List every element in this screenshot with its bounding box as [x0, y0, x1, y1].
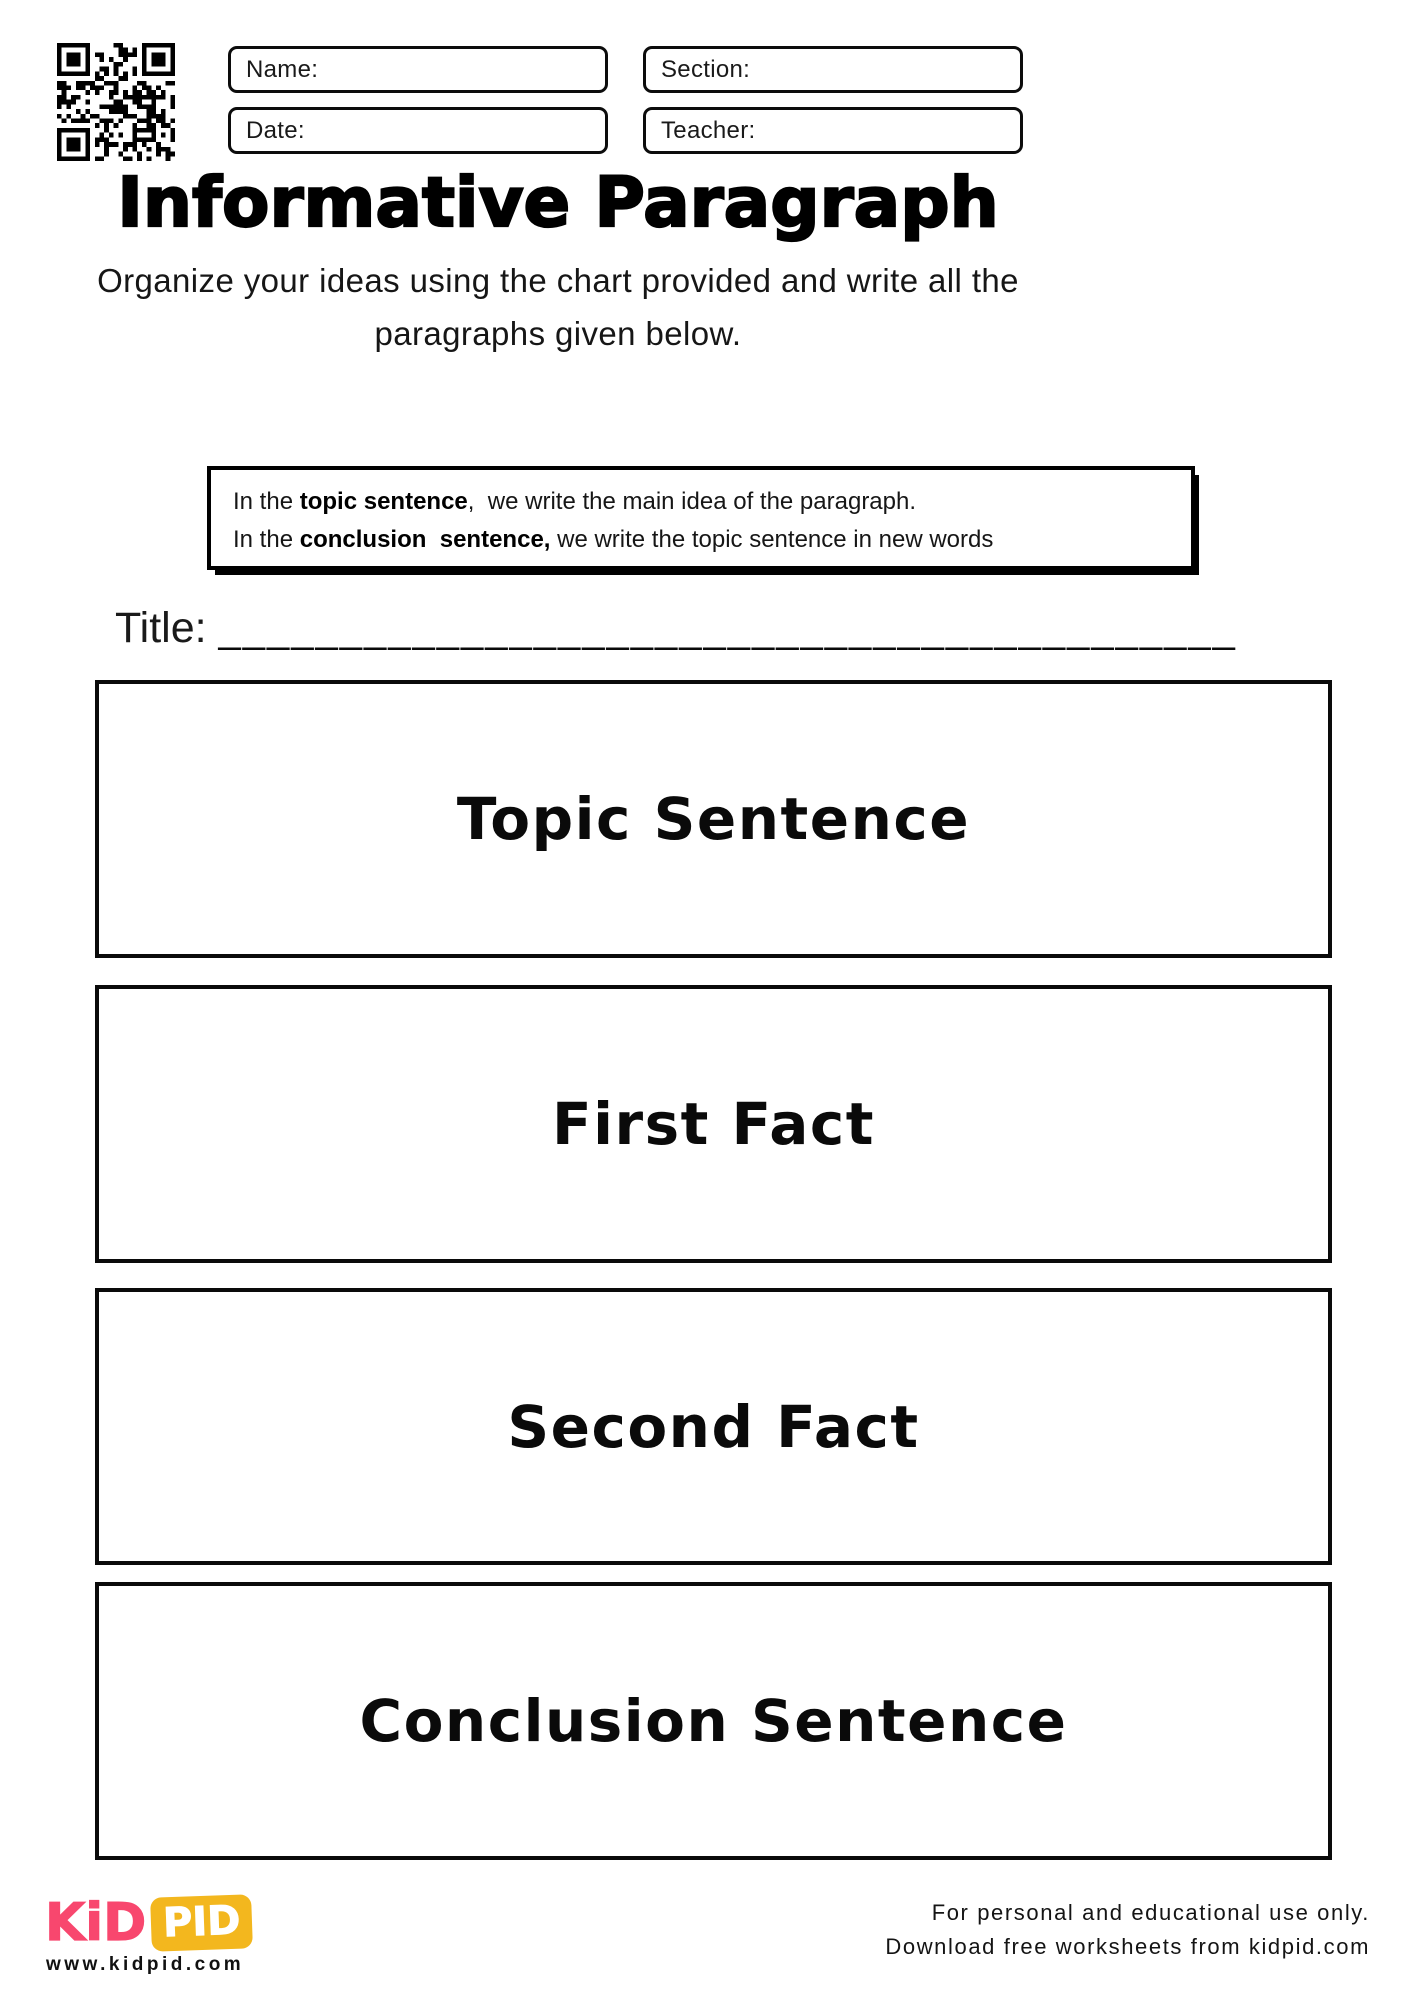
subtitle-line1: Organize your ideas using the chart provided and write all the — [97, 262, 1019, 299]
first-fact-label: First Fact — [551, 1090, 875, 1158]
logo-kid-text: KiD — [45, 1893, 147, 1953]
date-field-label: Date: — [246, 116, 305, 144]
conclusion-sentence-label: Conclusion Sentence — [359, 1687, 1068, 1755]
page-title: Informative Paragraph — [117, 163, 999, 243]
logo-pid-badge: PID — [150, 1894, 253, 1952]
instruction-box — [207, 466, 1195, 570]
teacher-field-label: Teacher: — [661, 116, 756, 144]
website-url: www.kidpid.com — [46, 1954, 245, 1975]
title-fill-in-row — [115, 604, 1315, 653]
name-field-label: Name: — [246, 55, 319, 83]
conclusion-sentence-box[interactable] — [95, 1582, 1332, 1860]
qr-code — [57, 43, 175, 161]
footer-note-line2: Download free worksheets from kidpid.com — [885, 1934, 1370, 1959]
date-field[interactable] — [228, 107, 608, 154]
section-field-label: Section: — [661, 55, 751, 83]
topic-sentence-box[interactable] — [95, 680, 1332, 958]
footer-note — [885, 1896, 1370, 1964]
instruction-line1: In the topic sentence, we write the main idea of the paragraph. — [233, 488, 917, 515]
section-field[interactable] — [643, 46, 1023, 93]
page-subtitle — [0, 254, 1116, 360]
teacher-field[interactable] — [643, 107, 1023, 154]
name-field[interactable] — [228, 46, 608, 93]
first-fact-box[interactable] — [95, 985, 1332, 1263]
second-fact-box[interactable] — [95, 1288, 1332, 1565]
kidpid-logo — [45, 1893, 253, 1953]
second-fact-label: Second Fact — [507, 1392, 920, 1461]
subtitle-line2: paragraphs given below. — [374, 315, 742, 352]
title-fill-in-label: Title: — [115, 604, 219, 652]
footer-note-line1: For personal and educational use only. — [931, 1900, 1370, 1925]
title-blank-line[interactable]: __________________________________________ — [218, 607, 1237, 651]
topic-sentence-label: Topic Sentence — [456, 785, 971, 853]
instruction-line2: In the conclusion sentence, we write the topic sentence in new words — [233, 526, 994, 553]
